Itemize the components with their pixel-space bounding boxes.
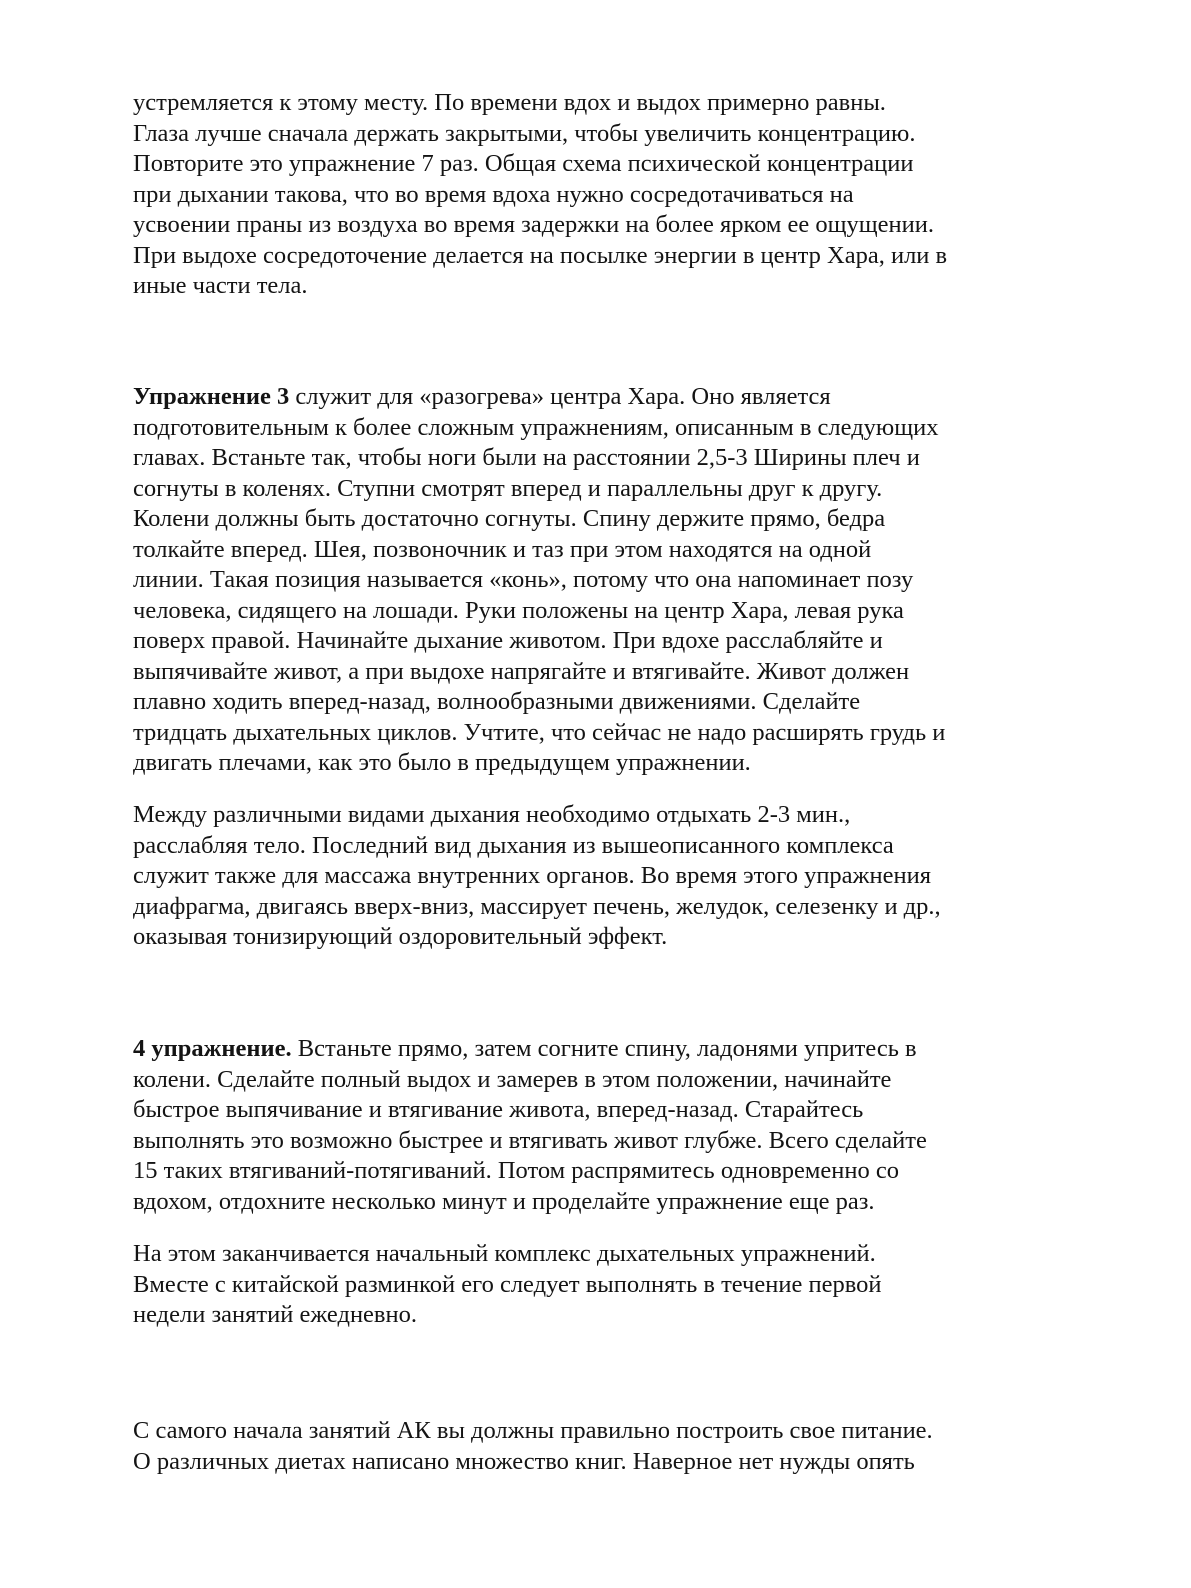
text-line: расслабляя тело. Последний вид дыхания из вышеописанного комплекса	[133, 831, 894, 859]
text-line: 15 таких втягиваний-потягиваний. Потом распрямитесь одновременно со	[133, 1157, 900, 1184]
paragraph-exercise-3	[133, 382, 1028, 779]
paragraph-exercise-4	[133, 1034, 1028, 1217]
text-line: устремляется к этому месту. По времени вдох и выдох примерно равны.	[133, 89, 886, 116]
text-line: диафрагма, двигаясь вверх-вниз, массирует печень, желудок, селезенку и др.,	[133, 892, 941, 920]
exercise-3-heading: Упражнение 3	[133, 383, 290, 410]
text-line: человека, сидящего на лошади. Руки положены на центр Хара, левая рука	[133, 596, 904, 624]
text-line: плавно ходить вперед-назад, волнообразными движениями. Сделайте	[133, 688, 861, 715]
text-line: оказывая тонизирующий оздоровительный эффект.	[133, 923, 668, 950]
text-line: подготовительным к более сложным упражнениям, описанным в следующих	[133, 413, 939, 441]
text-line: колени. Сделайте полный выдох и замерев в этом положении, начинайте	[133, 1065, 892, 1093]
paragraph-nutrition	[133, 1416, 1028, 1477]
text-line: двигать плечами, как это было в предыдущем упражнении.	[133, 749, 751, 776]
text-line: поверх правой. Начинайте дыхание животом. При вдохе расслабляйте и	[133, 627, 883, 654]
text-line: при дыхании такова, что во время вдоха нужно сосредотачиваться на	[133, 180, 854, 208]
text-line	[133, 382, 1028, 413]
text-line: Глаза лучше сначала держать закрытыми, чтобы увеличить концентрацию.	[133, 119, 916, 147]
text-line: служит также для массажа внутренних органов. Во время этого упражнения	[133, 862, 931, 889]
text-line: линии. Такая позиция называется «конь», потому что она напоминает позу	[133, 566, 914, 593]
text-run: служит для «разогрева» центра Хара. Оно является	[289, 383, 831, 410]
paragraph-rest-between	[133, 800, 1028, 953]
text-line: О различных диетах написано множество книг. Наверное нет нужды опять	[133, 1447, 915, 1475]
text-line: толкайте вперед. Шея, позвоночник и таз при этом находятся на одной	[133, 535, 872, 563]
text-line: усвоении праны из воздуха во время задержки на более ярком ее ощущении.	[133, 211, 934, 238]
text-line: главах. Встаньте так, чтобы ноги были на расстоянии 2,5-3 Ширины плеч и	[133, 444, 920, 471]
text-line: Вместе с китайской разминкой его следует выполнять в течение первой	[133, 1270, 882, 1298]
text-line: выполнять это возможно быстрее и втягивать живот глубже. Всего сделайте	[133, 1126, 927, 1154]
text-line: быстрое выпячивание и втягивание живота, вперед-назад. Старайтесь	[133, 1096, 864, 1123]
exercise-4-heading: 4 упражнение.	[133, 1035, 292, 1062]
text-line: На этом заканчивается начальный комплекс дыхательных упражнений.	[133, 1240, 876, 1267]
text-line: С самого начала занятий АК вы должны правильно построить свое питание.	[133, 1417, 933, 1444]
text-line: выпячивайте живот, а при выдохе напрягайте и втягивайте. Живот должен	[133, 657, 910, 685]
text-line: недели занятий ежедневно.	[133, 1301, 417, 1328]
text-line: Между различными видами дыхания необходимо отдыхать 2-3 мин.,	[133, 801, 851, 828]
text-line	[133, 1034, 1028, 1065]
text-line: Повторите это упражнение 7 раз. Общая схема психической концентрации	[133, 150, 914, 177]
text-line: вдохом, отдохните несколько минут и проделайте упражнение еще раз.	[133, 1187, 875, 1215]
text-line: При выдохе сосредоточение делается на посылке энергии в центр Хара, или в	[133, 241, 948, 269]
paragraph-breathing-concentration	[133, 88, 1028, 302]
paragraph-complex-end	[133, 1239, 1028, 1331]
text-line: тридцать дыхательных циклов. Учтите, что сейчас не надо расширять грудь и	[133, 718, 946, 746]
text-line: иные части тела.	[133, 272, 308, 299]
text-line: согнуты в коленях. Ступни смотрят вперед и параллельны друг к другу.	[133, 474, 883, 502]
text-line: Колени должны быть достаточно согнуты. Спину держите прямо, бедра	[133, 505, 886, 532]
text-run: Встаньте прямо, затем согните спину, ладонями упритесь в	[291, 1035, 917, 1062]
